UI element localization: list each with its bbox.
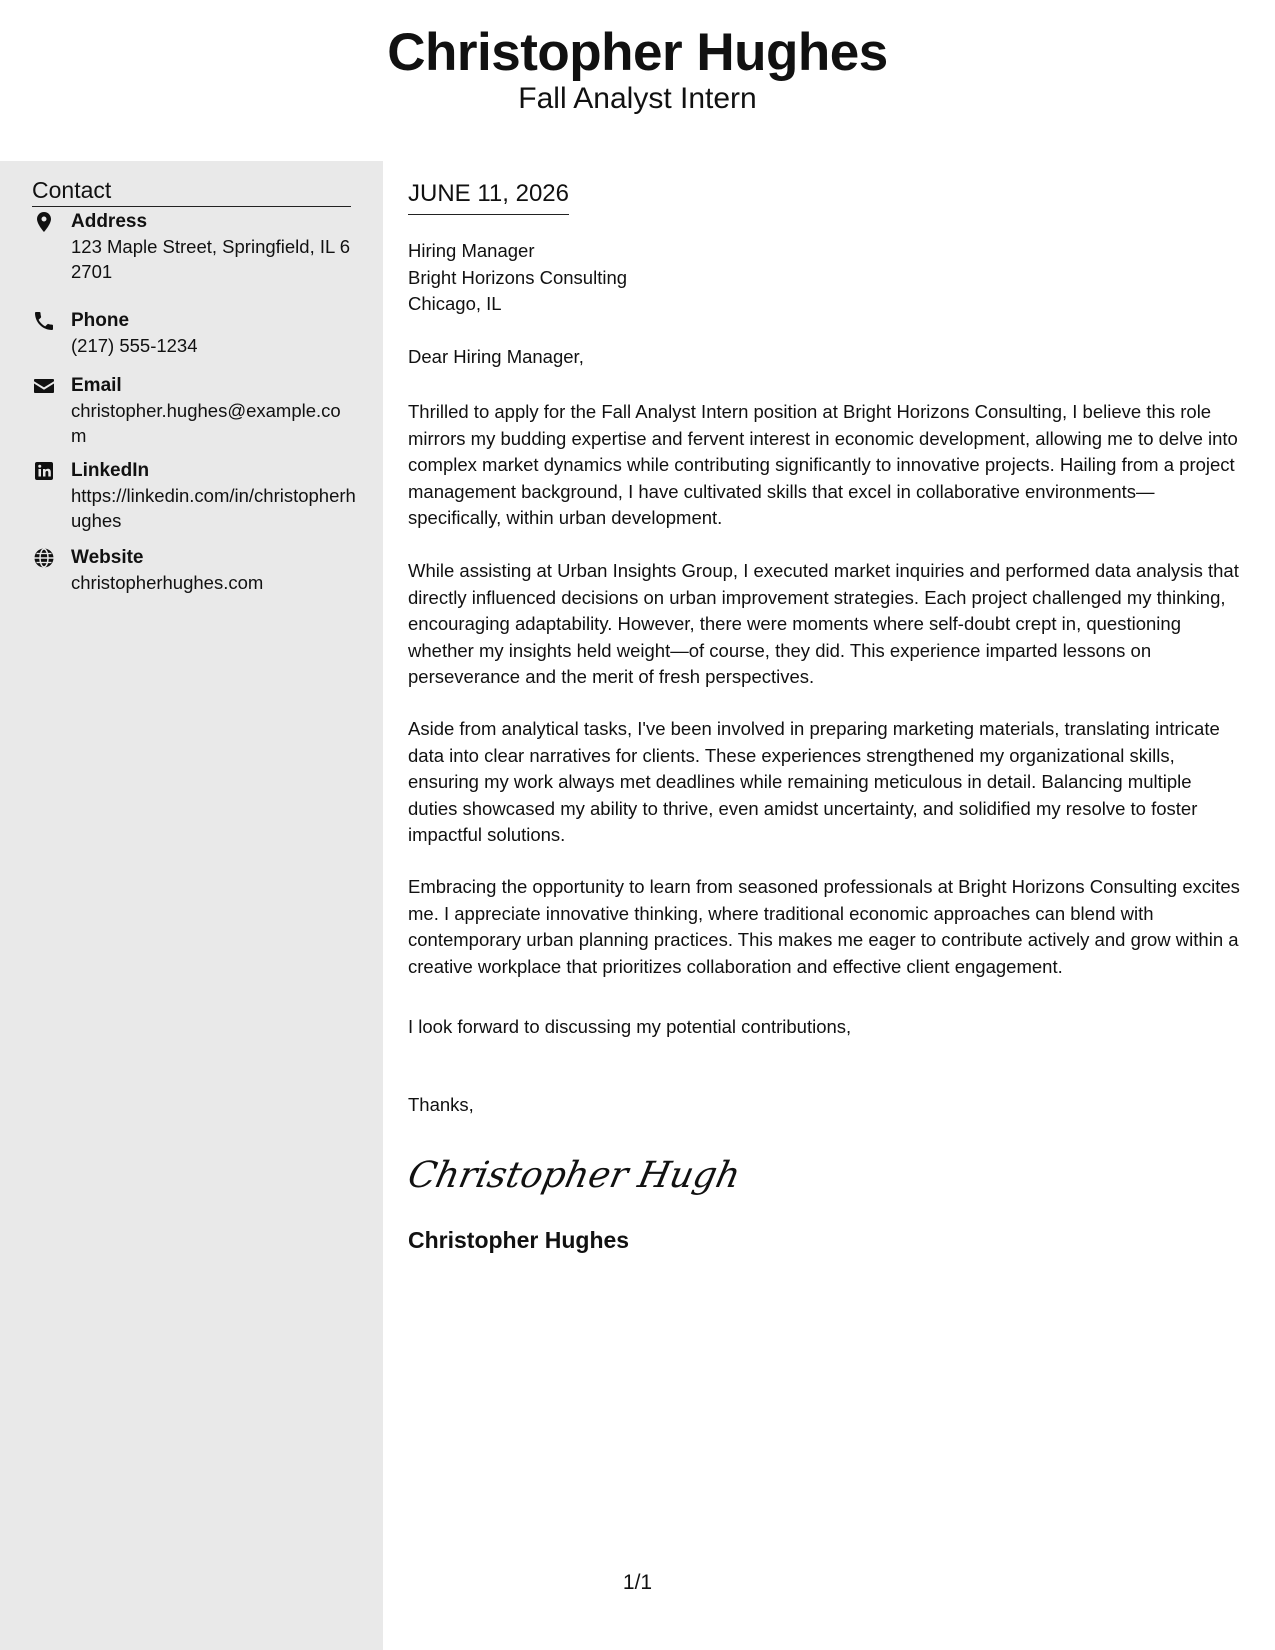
applicant-name: Christopher Hughes — [387, 23, 888, 82]
closing-line: I look forward to discussing my potential contributions, — [408, 1016, 852, 1037]
envelope-icon — [32, 374, 56, 398]
phone-label: Phone — [71, 310, 130, 331]
website-label: Website — [71, 547, 144, 568]
phone-icon — [32, 309, 56, 333]
paragraph: Aside from analytical tasks, I've been involved in preparing marketing materials, translating intricate data into clear narratives for clients. These experiences strengthened my organizational skills, ensuring my work always met deadlines while remaining meticulous in detail. Balancing multiple duties showcased my ability to thrive, even amidst uncertainty, and solidified my resolve to foster impactful solutions. — [408, 718, 1220, 845]
signoff: Thanks, — [408, 1094, 474, 1115]
globe-icon — [32, 546, 56, 570]
signature-text: Christopher Hugh — [404, 1153, 745, 1196]
recipient-location: Chicago, IL — [408, 293, 502, 314]
salutation: Dear Hiring Manager, — [408, 346, 584, 367]
recipient-company: Bright Horizons Consulting — [408, 266, 628, 288]
email-value: christopher.hughes@example.com — [71, 400, 341, 446]
email-label: Email — [71, 375, 122, 396]
address-value: 123 Maple Street, Springfield, IL 62701 — [71, 236, 351, 282]
linkedin-label: LinkedIn — [71, 460, 150, 481]
linkedin-value: https://linkedin.com/in/christopherhughes — [71, 485, 356, 531]
signer-name: Christopher Hughes — [408, 1227, 630, 1253]
paragraph: While assisting at Urban Insights Group, I executed market inquiries and performed data analysis that directly influenced decisions on urban improvement strategies. Each project challenged my thinking, encouraging adaptability. However, there were moments where self-doubt crept in, questioning whether my insights held weight—of course, they did. This experience imparted lessons on perseverance and the merit of fresh perspectives. — [408, 560, 1239, 687]
recipient-block — [408, 238, 627, 318]
phone-value: (217) 555-1234 — [71, 335, 198, 356]
page-number: 1/1 — [622, 1571, 653, 1594]
map-pin-icon — [32, 210, 56, 234]
contact-sidebar — [0, 161, 383, 1650]
paragraph: Embracing the opportunity to learn from seasoned professionals at Bright Horizons Consulting excites me. I appreciate innovative thinking, where traditional economic approaches can blend with contemporary urban planning practices. This makes me eager to contribute actively and grow within a creative workplace that prioritizes collaboration and effective client engagement. — [408, 876, 1240, 977]
applicant-role: Fall Analyst Intern — [518, 82, 757, 115]
recipient-title: Hiring Manager — [408, 240, 535, 261]
address-label: Address — [71, 211, 148, 232]
paragraph: Thrilled to apply for the Fall Analyst Intern position at Bright Horizons Consulting, I believe this role mirrors my budding expertise and fervent interest in economic development, allowing me to delve into complex market dynamics while contributing significantly to innovative projects. Hailing from a project management background, I have cultivated skills that excel in collaborative environments—specifically, within urban development. — [408, 401, 1238, 528]
handwritten-signature — [404, 1141, 745, 1201]
contact-heading: Contact — [32, 177, 351, 207]
letter-header — [0, 0, 1275, 160]
letter-date: JUNE 11, 2026 — [408, 180, 569, 215]
linkedin-icon — [32, 459, 56, 483]
website-value: christopherhughes.com — [71, 572, 264, 593]
